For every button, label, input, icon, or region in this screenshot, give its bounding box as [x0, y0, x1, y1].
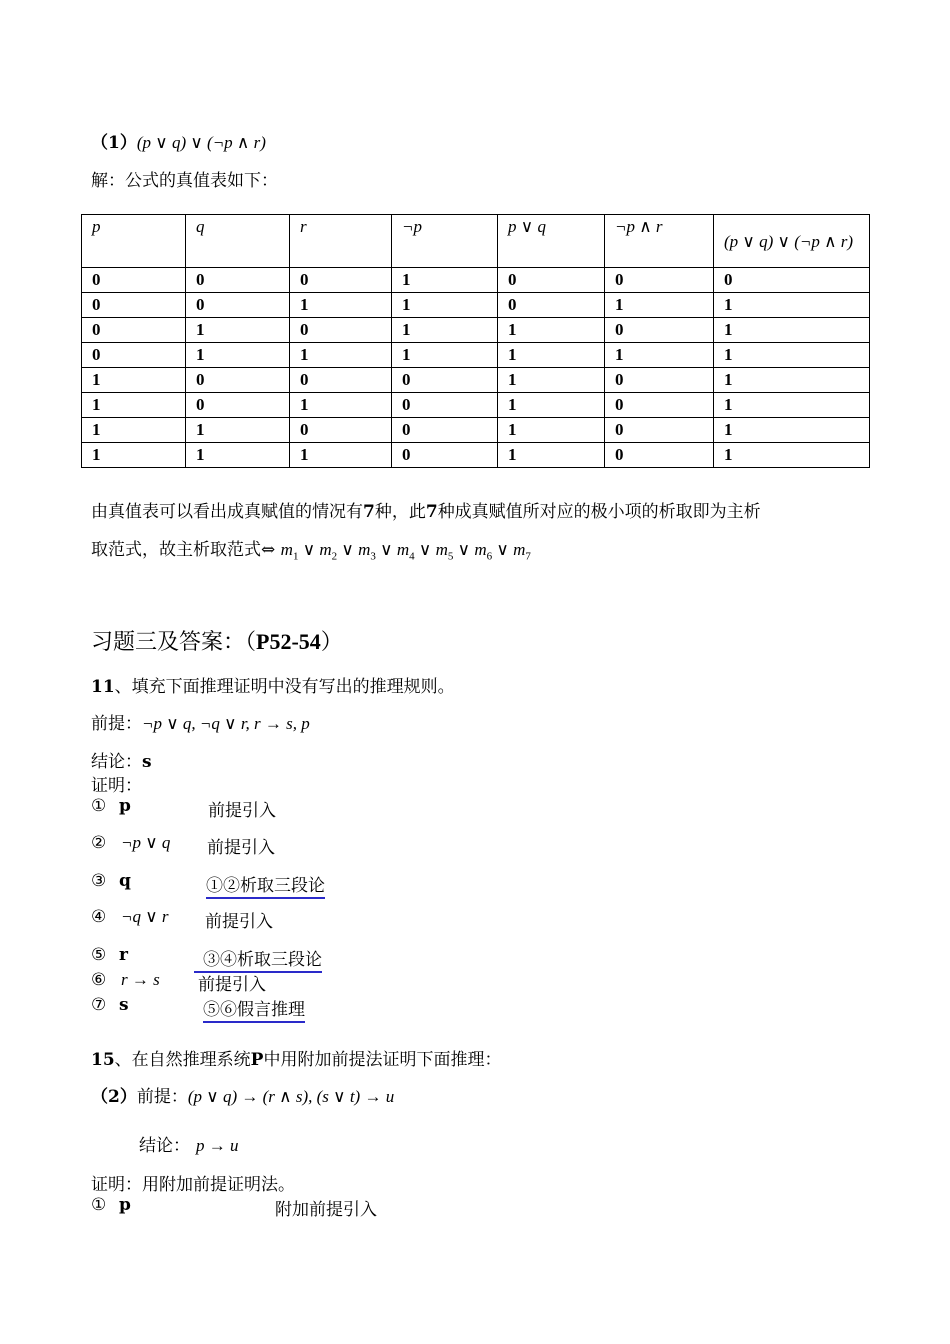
cell: 0: [714, 268, 870, 293]
cell: 1: [82, 368, 186, 393]
heading-pages: P52-54: [256, 629, 321, 654]
cell: 0: [392, 443, 498, 468]
cell: 0: [290, 318, 392, 343]
header-cell: ¬p: [392, 215, 498, 268]
cell: 0: [186, 368, 290, 393]
or-symbol: ∨: [418, 540, 432, 559]
minterm-index: 5: [447, 550, 454, 563]
cell: 1: [714, 318, 870, 343]
minterm-index: 2: [331, 550, 338, 563]
cell: 1: [605, 293, 714, 318]
step-number: ①: [91, 1195, 107, 1215]
section-heading: [91, 625, 343, 656]
cell: 1: [714, 443, 870, 468]
premise-formula: (p ∨ q) → (r ∧ s), (s ∨ t) → u: [187, 1087, 395, 1106]
or-symbol: ∨: [380, 540, 393, 559]
cell: 1: [82, 418, 186, 443]
minterm: m: [319, 540, 332, 559]
heading-text: 习题三及答案：（: [91, 630, 257, 655]
minterm: m: [513, 540, 526, 559]
label: 前提：: [91, 714, 142, 734]
proof-step: [91, 907, 273, 932]
problem-number: 15: [91, 1050, 115, 1070]
step-rule: 前提引入: [207, 838, 275, 858]
step-number: ③: [91, 871, 107, 891]
table-row: [82, 368, 870, 393]
text: 由真值表可以看出成真赋值的情况有: [91, 502, 363, 522]
cell: 1: [392, 293, 498, 318]
table-row: [82, 443, 870, 468]
count: 7: [363, 502, 375, 522]
cell: 1: [498, 368, 605, 393]
conclusion-line: [139, 1131, 239, 1156]
count: 7: [425, 502, 438, 522]
step-number: ⑥: [91, 970, 107, 990]
cell: 1: [498, 343, 605, 368]
cell: 1: [186, 343, 290, 368]
minterm: m: [435, 540, 448, 559]
conclusion-line-2: [91, 535, 531, 562]
header-cell: ¬p ∧ r: [605, 215, 714, 268]
header-cell: (p ∨ q) ∨ (¬p ∧ r): [714, 215, 870, 268]
minterm-index: 1: [292, 550, 299, 563]
cell: 0: [186, 293, 290, 318]
cell: 1: [82, 443, 186, 468]
table-row: [82, 418, 870, 443]
table-row: [82, 343, 870, 368]
proof-step: [91, 871, 325, 896]
proof-step: [91, 1195, 377, 1220]
step-rule: 前提引入: [208, 801, 276, 821]
cell: 1: [498, 443, 605, 468]
cell: 1: [392, 343, 498, 368]
proof-step: [91, 995, 305, 1020]
proof-step: [91, 796, 276, 821]
cell: 1: [605, 343, 714, 368]
cell: 0: [82, 293, 186, 318]
step-formula: q: [119, 871, 131, 891]
step-rule-answer: ①②析取三段论: [206, 871, 325, 899]
step-rule: 附加前提引入: [275, 1200, 377, 1220]
cell: 1: [392, 318, 498, 343]
cell: 0: [605, 318, 714, 343]
cell: 0: [498, 268, 605, 293]
heading-text: ）: [320, 630, 343, 655]
cell: 1: [392, 268, 498, 293]
conclusion-line-1: [91, 497, 761, 522]
cell: 1: [82, 393, 186, 418]
step-number: ④: [91, 907, 107, 927]
problem-number: 11: [91, 677, 115, 697]
text: 种，此: [374, 502, 426, 522]
table-header-row: [82, 215, 870, 268]
step-formula: p: [119, 796, 131, 816]
cell: 1: [186, 318, 290, 343]
minterm: m: [396, 540, 410, 559]
minterm: m: [358, 540, 371, 559]
cell: 0: [82, 318, 186, 343]
premise-line: [91, 709, 310, 734]
step-number: ①: [91, 796, 107, 816]
step-formula: s: [119, 995, 129, 1015]
table-row: [82, 268, 870, 293]
cell: 0: [392, 368, 498, 393]
label: 前提：: [136, 1087, 188, 1107]
problem-15-heading: [91, 1045, 501, 1070]
or-symbol: ∨: [302, 540, 316, 559]
conclusion-line: [91, 747, 152, 772]
or-symbol: ∨: [457, 540, 471, 559]
truth-table: [81, 214, 870, 468]
minterm-index: 3: [370, 550, 376, 563]
minterm-index: 6: [486, 550, 493, 563]
proof-step: [91, 970, 266, 995]
problem-text: 中用附加前提法证明下面推理：: [263, 1050, 502, 1070]
cell: 0: [605, 443, 714, 468]
cell: 1: [290, 293, 392, 318]
cell: 1: [186, 418, 290, 443]
header-cell: p: [82, 215, 186, 268]
header-cell: q: [186, 215, 290, 268]
proof-label: 证明：用附加前提证明法。: [91, 1175, 295, 1195]
cell: 0: [498, 293, 605, 318]
step-formula: r: [119, 945, 128, 965]
cell: 1: [714, 368, 870, 393]
problem-formula: (p ∨ q) ∨ (¬p ∧ r): [136, 133, 266, 152]
problem-11-heading: [91, 672, 455, 697]
step-rule-answer: ③④析取三段论: [194, 945, 322, 973]
conclusion-value: s: [142, 752, 152, 772]
step-number: ⑤: [91, 945, 107, 965]
cell: 0: [392, 418, 498, 443]
step-formula: p: [119, 1195, 131, 1215]
solution-intro: 解：公式的真值表如下：: [91, 171, 278, 191]
step-formula: r → s: [121, 970, 160, 989]
cell: 0: [605, 268, 714, 293]
cell: 0: [392, 393, 498, 418]
problem-text: 、在自然推理系统: [114, 1050, 251, 1070]
cell: 0: [605, 368, 714, 393]
cell: 1: [498, 318, 605, 343]
cell: 1: [290, 393, 392, 418]
proof-step: [91, 945, 322, 970]
proof-label: 证明：: [91, 776, 142, 796]
cell: 1: [498, 418, 605, 443]
step-formula: ¬p ∨ q: [121, 833, 171, 852]
cell: 1: [186, 443, 290, 468]
proof-step: [91, 833, 275, 858]
or-symbol: ∨: [496, 540, 509, 559]
header-cell: p ∨ q: [498, 215, 605, 268]
cell: 0: [290, 368, 392, 393]
cell: 1: [290, 343, 392, 368]
minterm: m: [280, 540, 293, 559]
minterm-index: 7: [525, 550, 531, 563]
problem-text: 、填充下面推理证明中没有写出的推理规则。: [114, 677, 455, 697]
cell: 0: [82, 343, 186, 368]
cell: 0: [605, 393, 714, 418]
cell: 0: [290, 268, 392, 293]
step-rule: 前提引入: [198, 975, 266, 995]
table-row: [82, 393, 870, 418]
step-rule-answer: ⑤⑥假言推理: [203, 995, 305, 1023]
cell: 1: [714, 293, 870, 318]
premise-line: [91, 1082, 394, 1107]
step-number: ②: [91, 833, 107, 853]
text: 种成真赋值所对应的极小项的析取即为主析: [437, 502, 761, 522]
cell: 0: [290, 418, 392, 443]
problem-number: （1）: [91, 133, 137, 153]
table-row: [82, 293, 870, 318]
cell: 0: [186, 268, 290, 293]
premise-formula: ¬p ∨ q, ¬q ∨ r, r → s, p: [142, 714, 310, 733]
cell: 1: [498, 393, 605, 418]
cell: 1: [290, 443, 392, 468]
header-cell: r: [290, 215, 392, 268]
text: 取范式，故主析取范式⇔: [91, 540, 276, 560]
or-symbol: ∨: [341, 540, 354, 559]
cell: 0: [82, 268, 186, 293]
cell: 1: [714, 418, 870, 443]
cell: 1: [714, 393, 870, 418]
label: 结论：: [139, 1136, 190, 1156]
step-formula: ¬q ∨ r: [121, 907, 169, 926]
minterm: m: [474, 540, 487, 559]
table-row: [82, 318, 870, 343]
conclusion-formula: p → u: [196, 1136, 239, 1155]
step-number: ⑦: [91, 995, 107, 1015]
label: 结论：: [91, 752, 142, 772]
sub-number: （2）: [91, 1087, 137, 1107]
minterm-expression: [280, 540, 531, 563]
system-name: P: [250, 1050, 264, 1070]
problem-1-heading: [91, 128, 266, 153]
cell: 1: [714, 343, 870, 368]
minterm-index: 4: [409, 550, 415, 563]
cell: 0: [186, 393, 290, 418]
step-rule: 前提引入: [205, 912, 273, 932]
cell: 0: [605, 418, 714, 443]
